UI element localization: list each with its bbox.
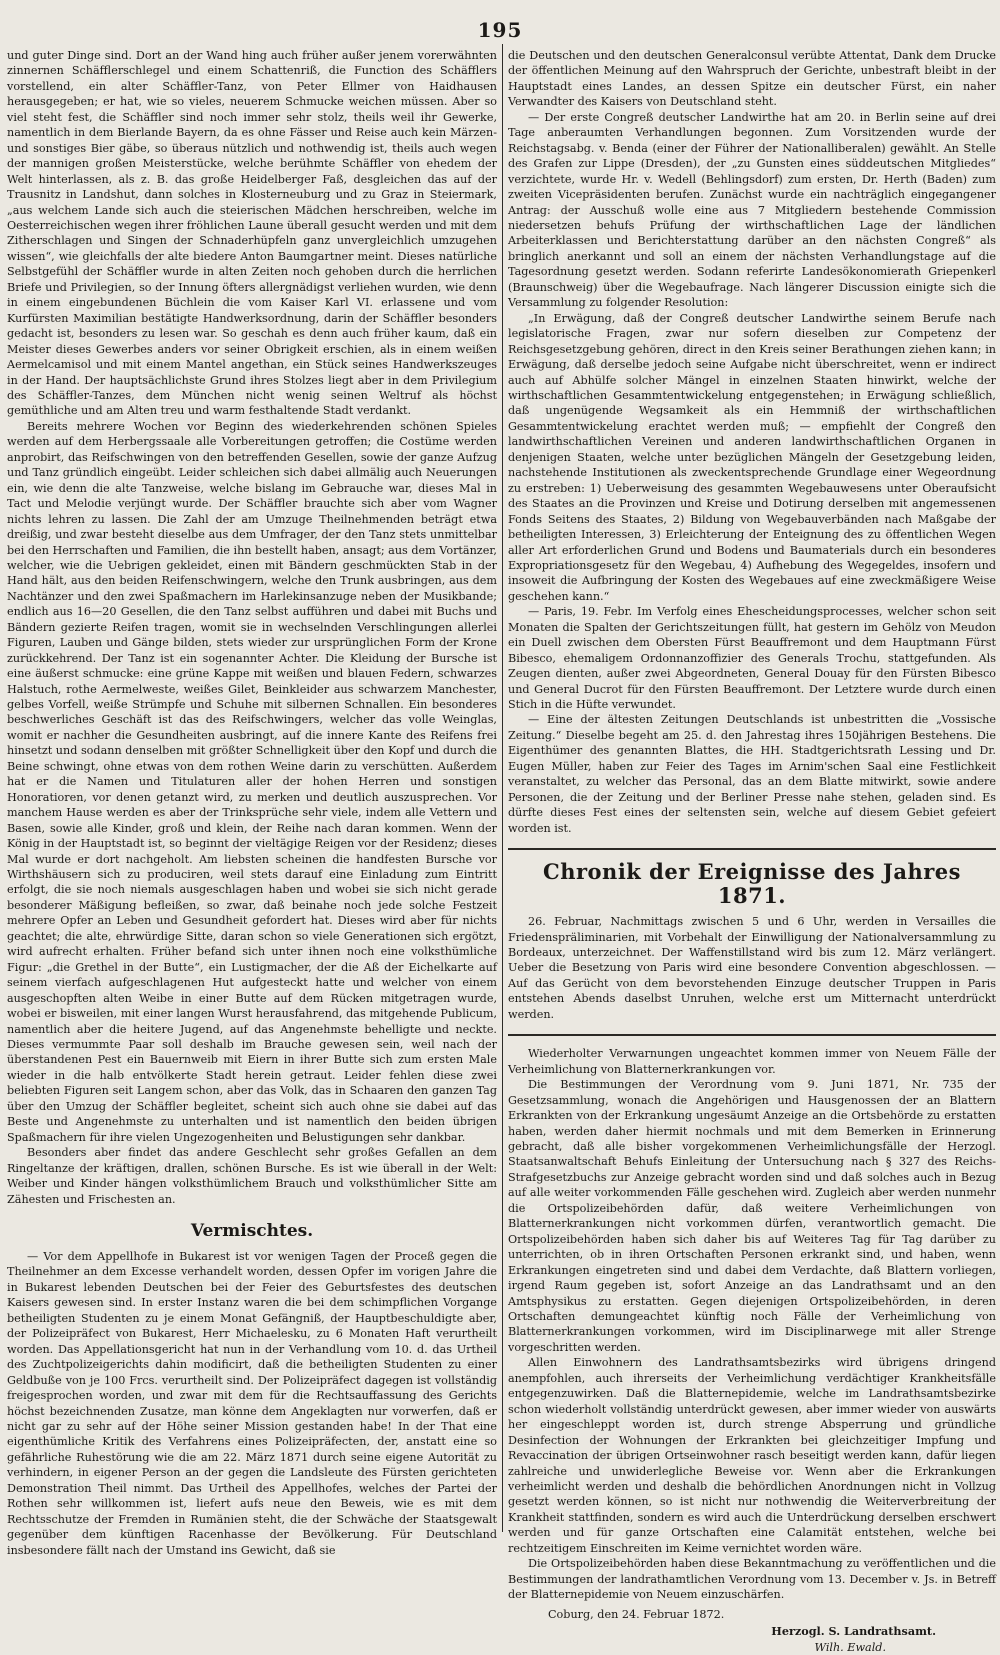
resolution-paragraph: „In Erwägung, daß der Congreß deutscher Landwirthe seinem Berufe nach legislatorische Fragen, zwar nur sofern dieselben zur Competenz der Reichsgesetzgebung gehören, direct in den Kreis seiner Berathungen ziehen kann; in Erwägung, daß derselbe jedoch seine Aufgabe nicht überschreitet, wenn er indirect auch auf Abhülfe solcher Mängel in einzelnen Staaten hinwirkt, welche der wirthschaftlichen Gesammtentwickelung entgegenstehen; in Erwägung schließlich, daß ungenügende Wegsamkeit als ein Hemmniß der wirthschaftlichen Gesammtentwickelung erachtet werden muß; — empfiehlt der Congreß den landwirthschaftlichen Vereinen und anderen landwirthschaftlichen Organen in denjenigen Staaten, welche unter bezüglichen Mängeln der Gesetzgebung leiden, nachstehende Institutionen als zweckentsprechende Grundlage einer Wegeordnung zu erstreben: 1) Ueberweisung des gesammten Wegebauwesens unter Oberaufsicht des Staates an die Provinzen und Kreise und Dotirung derselben mit angemessenen Fonds Seitens des Staates, 2) Bildung von Wegebauverbänden nach Maßgabe der betheiligten Interessen, 3) Erleichterung der Enteignung des zu öffentlichen Wegen aller Art erforderlichen Grund und Bodens und Baumaterials durch ein besonderes Expropriationsgesetz für den Wegebau, 4) Aufhebung des Wegegeldes, insofern und insoweit die Aufbringung der Kosten des Wegebaues auf eine zweckmäßigere Weise geschehen kann.“ [508, 311, 996, 603]
section-rule [508, 1034, 996, 1036]
section-rule [508, 848, 996, 850]
section-heading: Vermischtes. [190, 1220, 314, 1241]
news-item-paragraph: die Deutschen und den deutschen Generalconsul verübte Attentat, Dank dem Drucke der öffentlichen Meinung auf den Wahrspruch der Gerichte, unbestraft bleibt in der Hauptstadt eines Landes, an dessen Spitze ein deutscher Fürst, ein naher Verwandter des Kaisers von Deutschland steht. [508, 49, 996, 109]
chronik-entry: 26. Februar, Nachmittags zwischen 5 und 6 Uhr, werden in Versailles die Friedenspräliminarien, mit Vorbehalt der Einwilligung der Nationalversammlung zu Bordeaux, unterzeichnet. Der Waffenstillstand wird bis zum 12. März verlängert. Ueber die Besetzung von Paris wird eine besondere Convention abgeschlossen. — Auf das Gerücht von dem bevorstehenden Einzuge deutscher Truppen in Paris entstehen Abends daselbst Unruhen, welche erst um Mitternacht unterdrückt werden. [508, 915, 996, 1021]
news-item-paragraph: — Eine der ältesten Zeitungen Deutschlands ist unbestritten die „Vossische Zeitung.“ Dieselbe begeht am 25. d. den Jahrestag ihres 150jährigen Bestehens. Die Eigenthümer des genannten Blattes, die HH. Stadtgerichtsrath Lessing und Dr. Eugen Müller, haben zur Feier des Tages im Arnim'schen Saal eine Festlichkeit veranstaltet, zu welcher das Personal, das an dem Blatte mitwirkt, sowie andere Personen, die der Zeitung und der Berliner Presse nahe stehen, geladen sind. Es dürfte dieses Fest eines der seltensten sein, welche auf diesem Gebiet gefeiert worden ist. [508, 713, 996, 835]
signature-place-date: Coburg, den 24. Februar 1872. [548, 1607, 725, 1621]
notice-paragraph: Die Ortspolizeibehörden haben diese Bekanntmachung zu veröffentlichen und die Bestimmungen der landrathamtlichen Verordnung vom 13. December v. Js. in Betreff der Blatternepidemie von Neuem einzuschärfen. [508, 1557, 996, 1602]
news-item-paragraph: — Vor dem Appellhofe in Bukarest ist vor wenigen Tagen der Proceß gegen die Theilnehmer an dem Excesse verhandelt worden, dessen Opfer im vorigen Jahre die in Bukarest lebenden Deutschen bei der Feier des Geburtsfestes des deutschen Kaisers gewesen sind. In erster Instanz waren die bei dem schimpflichen Vorgange betheiligten Studenten zu je einem Monat Gefängniß, der Hauptbeschuldigte aber, der Polizeipräfect von Bukarest, Herr Michaelesku, zu 6 Monaten Haft verurtheilt worden. Das Appellationsgericht hat nun in der Verhandlung vom 10. d. das Urtheil des Zuchtpolizeigerichts dahin modificirt, daß die betheiligten Studenten zu einer Geldbuße von je 100 Frcs. verurtheilt sind. Der Polizeipräfect dagegen ist vollständig freigesprochen worden, und zwar mit dem für die Rechtsauffassung des Gerichts höchst bezeichnenden Zusatze, man könne dem Angeklagten nur vorwerfen, daß er nicht gar zu sehr auf der Höhe seiner Mission gestanden habe! In der That eine eigenthümliche Kritik des Verfahrens eines Polizeipräfecten, der, anstatt eine so gefährliche Ruhestörung wie die am 22. März 1871 durch seine eigene Autorität zu verhindern, in eigener Person an der gegen die Landsleute des Fürsten gerichteten Demonstration Theil nimmt. Das Urtheil des Appellhofes, welches der Partei der Rothen sehr willkommen ist, liefert aufs neue den Beweis, wie es mit dem Rechtsschutze der Fremden in Rumänien steht, die der Schwäche der Staatsgewalt gegenüber dem künftigen Racenhasse der Bevölkerung. Für Deutschland insbesondere fällt nach der Umstand ins Gewicht, daß sie [7, 1249, 497, 1557]
page-number: 195 [477, 18, 523, 42]
notice-paragraph: Die Bestimmungen der Verordnung vom 9. Juni 1871, Nr. 735 der Gesetzsammlung, wonach die Angehörigen und Hausgenossen der an Blattern Erkrankten von der Erkrankung ungesäumt Anzeige an die Ortsbehörde zu erstatten haben, werden daher hiermit nochmals und mit dem Bemerken in Erinnerung gebracht, daß alle bisher vorgekommenen Verheimlichungsfälle der Herzogl. Staatsanwaltschaft Behufs Einleitung der Untersuchung nach § 327 des Reichs-Strafgesetzbuchs zur Anzeige gebracht worden sind und daß solches auch in Bezug auf alle weiter vorkommenden Fälle geschehen wird. Zugleich aber werden nunmehr die Ortspolizeibehörden dafür, daß weitere Verheimlichungen von Blatternerkrankungen nicht vorkommen dürfen, verantwortlich gemacht. Die Ortspolizeibehörden haben sich daher bis auf Weiteres Tag für Tag darüber zu unterrichten, ob in ihren Ortschaften Personen erkrankt sind, und haben, wenn Erkrankungen eingetreten sind und dabei dem Verdachte, daß Blattern vorliegen, irgend Raum gegeben ist, sofort Anzeige an das Landrathsamt und an den Amtsphysikus zu erstatten. Gegen diejenigen Ortspolizeibehörden, in deren Ortschaften demungeachtet künftig noch Fälle der Verheimlichung von Blatternerkrankungen vorkommen, wird im Disciplinarwege mit aller Strenge vorgeschritten werden. [508, 1078, 996, 1354]
news-item-paragraph: — Paris, 19. Febr. Im Verfolg eines Ehescheidungsprocesses, welcher schon seit Monaten die Spalten der Gerichtszeitungen füllt, hat gestern im Gehölz von Meudon ein Duell zwischen dem Obersten Fürst Beauffremont und dem Hauptmann Fürst Bibesco, ehemaligem Ordonnanzoffizier des Generals Trochu, stattgefunden. Als Zeugen dienten, außer zwei Abgeordneten, General Douay für den Fürsten Bibesco und General Ducrot für den Fürsten Beauffremont. Der Letztere wurde durch einen Stich in die Hüfte verwundet. [508, 605, 996, 712]
signature-name: Wilh. Ewald. [814, 1640, 886, 1654]
signature-office: Herzogl. S. Landrathsamt. [771, 1624, 936, 1639]
article-paragraph: und guter Dinge sind. Dort an der Wand hing auch früher außer jenem vorerwähnten zinnernen Schäfflerschlegel und einem Schattenriß, die Function des Schäfflers vorstellend, ein alter Schäffler-Tanz, von Peter Ellmer von Haidhausen herausgegeben; er hat, wie so vieles, neuerem Schmucke weichen müssen. Aber so viel steht fest, die Schäffler sind noch immer sehr stolz, theils weil ihr Gewerke, namentlich in dem Bierlande Bayern, da es ohne Fässer und Reise auch kein Märzen- und sonstiges Bier gäbe, so überaus nützlich und nothwendig ist, theils auch wegen der mannigen großen Meisterstücke, welche berühmte Schäffler von ehedem der Welt hinterlassen, als z. B. das große Heidelberger Faß, desgleichen das auf der Trausnitz in Landshut, dann solches in Klosterneuburg und zu Graz in Steiermark, „aus welchem Lande sich auch die steierischen Mädchen herschreiben, welche im Oesterreichischen wegen ihrer fröhlichen Laune überall gesucht werden und mit dem Zitherschlagen und Singen der Schnaderhüpfeln ganz unvergleichlich umzugehen wissen“, wie gleichfalls der alte biedere Anton Baumgartner meint. Dieses natürliche Selbstgefühl der Schäffler wurde in alten Zeiten noch gehoben durch die herrlichen Briefe und Privilegien, so der Innung öfters allergnädigst verliehen wurden, wie denn in einem eingebundenen Büchlein die vom Kaiser Karl VI. erlassene und vom Kurfürsten Maximilian bestätigte Handwerksordnung, darin der Schäffler besonders gedacht ist, besonders zu lesen war. So geschah es denn auch früher kaum, daß ein Meister dieses Gewerbes anders vor seiner Obrigkeit erschien, als in einem weißen Aermelcamisol und mit einem Mantel angethan, ein Stück seines Handwerkszeuges in der Hand. Der hauptsächlichste Grund ihres Stolzes liegt aber in dem Privilegium des Schäffler-Tanzes, dem München nicht wenig seinen Weltruf als höchst gemüthliche und am Alten treu und warm festhaltende Stadt verdankt. [7, 49, 497, 418]
notice-paragraph: Allen Einwohnern des Landrathsamtsbezirks wird übrigens dringend anempfohlen, auch ihrerseits der Verheimlichung verdächtiger Krankheitsfälle entgegenzuwirken. Daß die Blatternepidemie, welche im Landrathsamtsbezirke schon wiederholt vollständig unterdrückt gewesen, aber immer wieder von auswärts her eingeschleppt worden ist, durch strenge Absperrung und gründliche Desinfection der Wohnungen der Erkrankten bei gleichzeitiger Impfung und Revaccination der übrigen Ortseinwohner rasch beseitigt werden kann, dafür liegen zahlreiche und unwiderlegliche Beweise vor. Wenn aber die Erkrankungen verheimlicht werden und deshalb die behördlichen Anordnungen nicht in Vollzug gesetzt werden können, so ist nicht nur nothwendig die Weiterverbreitung der Krankheit stattfinden, sondern es wird auch die Unterdrückung derselben erschwert werden und für ganze Ortschaften eine Calamität entstehen, welche bei rechtzeitigem Einschreiten im Keime vernichtet worden wäre. [508, 1356, 996, 1555]
left-column [7, 48, 497, 1557]
article-paragraph: Besonders aber findet das andere Geschlecht sehr großes Gefallen an dem Ringeltanze der kräftigen, drallen, schönen Bursche. Es ist wie überall in der Welt: Weiber und Kinder hängen volksthümlichem Brauch und volksthümlicher Sitte am Zähesten und Frischesten an. [7, 1146, 497, 1206]
news-item-paragraph: — Der erste Congreß deutscher Landwirthe hat am 20. in Berlin seine auf drei Tage anberaumten Verhandlungen begonnen. Zum Vorsitzenden wurde der Reichstagsabg. v. Benda (einer der Führer der Nationalliberalen) gewählt. An Stelle des Grafen zur Lippe (Dresden), der „zu Gunsten eines süddeutschen Mitgliedes“ verzichtete, wurde Hr. v. Wedell (Behlingsdorf) zum ersten, Dr. Herth (Baden) zum zweiten Vicepräsidenten berufen. Zunächst wurde ein nachträglich eingegangener Antrag: der Ausschuß wolle eine aus 7 Mitgliedern bestehende Commission niedersetzen behufs Prüfung der wirthschaftlichen Lage der ländlichen Arbeiterklassen und Berichterstattung darüber an den nächsten Congreß“ als bringlich anerkannt und soll an einem der nächsten Verhandlungstage auf die Tagesordnung gesetzt werden. Sodann referirte Landesökonomierath Griepenkerl (Braunschweig) über die Wegebaufrage. Nach längerer Discussion einigte sich die Versammlung zu folgender Resolution: [508, 110, 996, 310]
chronik-heading: Chronik der Ereignisse des Jahres 1871. [543, 859, 961, 909]
column-divider [502, 44, 503, 1532]
notice-paragraph: Wiederholter Verwarnungen ungeachtet kommen immer von Neuem Fälle der Verheimlichung von Blatternerkrankungen vor. [508, 1047, 996, 1076]
right-column [508, 48, 996, 1654]
article-paragraph: Bereits mehrere Wochen vor Beginn des wiederkehrenden schönen Spieles werden auf dem Herbergssaale alle Vorbereitungen getroffen; die Costüme werden anprobirt, das Reifschwingen von den betreffenden Gesellen, sowie der ganze Aufzug und Tanz gründlich eingeübt. Leider schleichen sich dabei allmälig auch Neuerungen ein, wie denn die alte Tanzweise, welche bislang im Gebrauche war, dieses Mal in Tact und Melodie verjüngt wurde. Der Schäffler brauchte sich aber vom Wagner nichts lehren zu lassen. Die Zahl der am Umzuge Theilnehmenden beträgt etwa dreißig, und zwar besteht dieselbe aus dem Umfrager, der den Tanz stets unmittelbar bei den Herrschaften und Familien, die ihn bestellt haben, ansagt; aus dem Vortänzer, welcher, wie die Uebrigen gekleidet, einen mit Bändern geschmückten Stab in der Hand hält, aus den beiden Reifenschwingern, welche den Trunk ausbringen, aus dem Nachtänzer und den zwei Spaßmachern im Harlekinsanzuge neben der Musikbande; endlich aus 16—20 Gesellen, die den Tanz selbst aufführen und dabei mit Buchs und Bändern gezierte Reifen tragen, womit sie in wechselnden Verschlingungen allerlei Figuren, Lauben und Gänge bilden, stets wieder zur ursprünglichen Form der Krone zurückkehrend. Der Tanz ist ein sogenannter Achter. Die Kleidung der Bursche ist eine äußerst schmucke: eine grüne Kappe mit weißen und blauen Federn, schwarzes Halstuch, rothe Aermelweste, weißes Gilet, Beinkleider aus schwarzem Manchester, gelbes Vorfell, weiße Strümpfe und Schuhe mit silbernen Schnallen. Ein besonderes beschwerliches Geschäft ist das des Reifschwingers, welcher das volle Weinglas, womit er nachher die Gesundheiten ausbringt, auf die innere Kante des Reifens frei hinsetzt und sodann denselben mit größter Schnelligkeit über den Kopf und durch die Beine schwingt, ohne etwas von dem rothen Weine darin zu verschütten. Außerdem hat er die Namen und Titulaturen aller der hohen Herren und sonstigen Honoratioren, vor denen getanzt wird, zu merken und deutlich auszusprechen. Vor manchem Hause werden es aber der Trinksprüche sehr viele, indem alle Vettern und Basen, sowie alle Kinder, groß und klein, der Reihe nach daran kommen. Wenn der König in der Hauptstadt ist, so beginnt der vieltägige Reigen vor der Residenz; dieses Mal wurde er dort nachgeholt. Am liebsten scheinen die handfesten Bursche vor Wirthshäusern sich zu produciren, weil stets darauf eine Einladung zum Eintritt erfolgt, die sie noch niemals ausgeschlagen haben und wobei sie sich nicht gerade besonderer Mäßigung befleißen, so zwar, daß beinahe noch jede solche Festzeit mehrere Opfer an Leben und Gesundheit gefordert hat. Dieses wird aber für nichts geachtet; die alte, ehrwürdige Sitte, daran schon so viele Generationen sich ergötzt, wird aufrecht erhalten. Früher befand sich unter ihnen noch eine volksthümliche Figur: „die Grethel in der Butte“, ein Lustigmacher, der die Aß der Eichelkarte auf seinem vierfach aufgeschlagenen Hut aufgesteckt hatte und welcher von einem ausgeschopften alten Weibe in einer Butte auf dem Rücken mitgetragen wurde, wobei er bisweilen, mit einer langen Wurst herausfahrend, das mitgehende Publicum, namentlich aber die heitere Jugend, auf das Angenehmste behelligte und neckte. Dieses vermummte Paar soll deshalb im Brauche gewesen sein, weil nach der überstandenen Pest ein Bauernweib mit Eiern in ihrer Butte sich zum ersten Male wieder in die halb entvölkerte Stadt herein getraut. Leider fehlen diese zwei beliebten Figuren seit Langem schon, aber das Volk, das in Schaaren den ganzen Tag über den Umzug der Schäffler begleitet, scheint sich auch ohne sie dabei auf das Beste und Angenehmste zu unterhalten und ist namentlich den beiden übrigen Spaßmachern für ihre vielen Ungezogenheiten und Belustigungen sehr dankbar. [7, 419, 497, 1144]
